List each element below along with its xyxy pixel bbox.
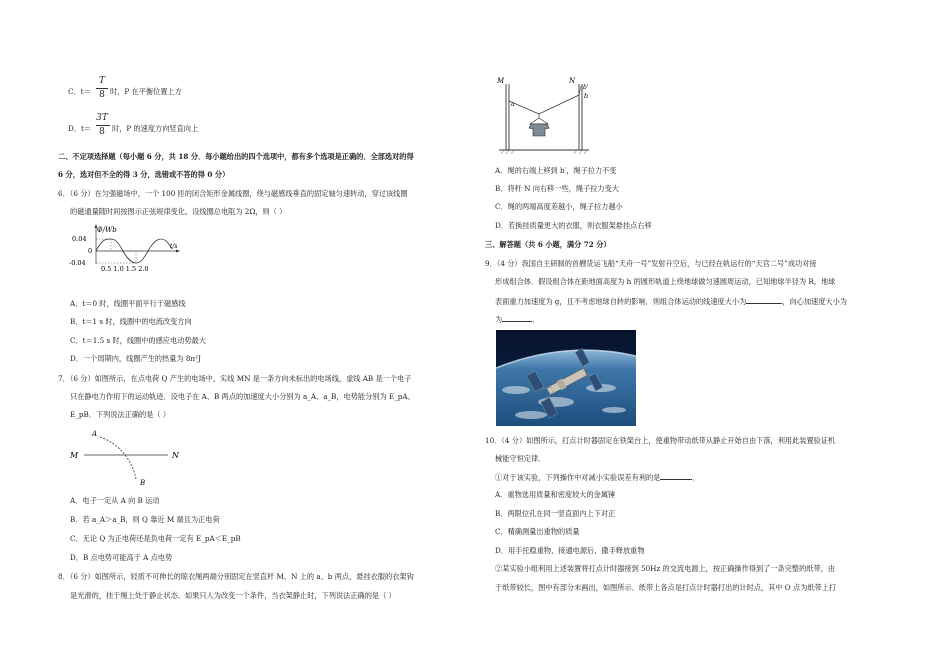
label-b: b: [584, 92, 589, 100]
q6-option-b[interactable]: B．t＝1 s 时，线圈中的电流改变方向: [70, 317, 192, 326]
q6-stem-line2: 的磁通量随时间按图示正弦规律变化，设线圈总电阻为 2Ω，则（ ）: [70, 207, 287, 216]
label-n: N: [172, 451, 179, 460]
q9-line4-text-b: ．: [532, 315, 540, 324]
q10-option-a[interactable]: A．重物选用质量和密度较大的金属锤: [495, 490, 616, 499]
q10-option-d[interactable]: D．用手托稳重物，接通电源后，撒手释放重物: [495, 546, 645, 555]
q9-answer-blank-1[interactable]: [746, 296, 782, 304]
q8-option-b[interactable]: B．将杆 N 向右移一些，绳子拉力变大: [495, 184, 619, 193]
graph-ytick-top: 0.04: [72, 235, 87, 243]
q5-option-d-prefix: D．t＝: [68, 124, 92, 133]
q6-stem-line1: 6．（6 分）在匀强磁场中，一个 100 匝的闭合矩形金属线圈，绕与磁感线垂直的固定轴匀速转动，穿过该线圈: [58, 189, 408, 198]
graph-xticks: 0.5 1.0 1.5 2.0: [101, 265, 149, 273]
graph-xlabel: t/s: [170, 243, 178, 250]
q8-stem-line1: 8．（6 分）如图所示，轻质不可伸长的晾衣绳两端分别固定在竖直杆 M、N 上的 a、b 两点，悬挂衣服的衣架钩: [58, 572, 414, 581]
q9-line4-text-a: 为: [495, 315, 503, 324]
section-3-header: 三、解答题（共 6 小题，满分 72 分）: [485, 240, 611, 249]
q10-stem-line2: 械能守恒定律．: [495, 454, 546, 463]
q8-option-a[interactable]: A．绳的右端上移到 b′，绳子拉力不变: [495, 166, 617, 175]
q10-option-b[interactable]: B．两限位孔在同一竖直面内上下对正: [495, 509, 616, 518]
q6-flux-graph: [66, 222, 186, 288]
q7-stem-line3: E_pB．下列说法正确的是（ ）: [70, 410, 171, 419]
q9-answer-blank-2[interactable]: [502, 314, 532, 322]
q7-field-figure: [66, 425, 196, 490]
q9-stem-line4: [495, 314, 539, 324]
q10-option-c[interactable]: C．精确测量出重物的质量: [495, 527, 580, 536]
label-m: M: [497, 77, 505, 85]
label-b-prime: b': [583, 84, 589, 91]
q10-stem-line3: [495, 472, 700, 482]
q5-option-d-numerator: 3T: [96, 113, 108, 123]
q6-option-c[interactable]: C．t＝1.5 s 时，线圈中的感应电动势最大: [70, 336, 206, 345]
q8-option-c[interactable]: C．绳的两端高度差越小，绳子拉力越小: [495, 202, 623, 211]
q6-option-a[interactable]: A．t＝0 时，线圈平面平行于磁感线: [70, 299, 186, 308]
spacecraft-photo: [496, 330, 636, 426]
q10-line3-text-a: ①对于该实验，下列操作中对减小实验误差有利的是: [495, 473, 661, 482]
q9-stem-line2: 形成组合体．假设组合体在距地面高度为 h 的圆形轨道上绕地球做匀速圆周运动，已知地球半径为 R，地球: [495, 277, 836, 286]
section-2-header-line2: 6 分，选对但不全的得 3 分，选错或不答的得 0 分）: [58, 170, 230, 179]
q8-stem-line2: 是光滑的，挂于绳上处于静止状态．如果只人为改变一个条件，当衣架静止时，下列说法正确的是（ ）: [70, 591, 396, 600]
q8-option-d[interactable]: D．若换挂质量更大的衣服，则衣服架悬挂点右移: [495, 221, 652, 230]
q7-stem-line1: 7．（6 分）如图所示，在点电荷 Q 产生的电场中，实线 MN 是一条方向未标出的电场线，虚线 AB 是一个电子: [58, 374, 412, 383]
label-a: a: [511, 100, 515, 108]
label-b: B: [140, 479, 146, 487]
q5-option-c-suffix: 时，P 在平衡位置上方: [110, 87, 182, 96]
ground-hatch: [501, 150, 587, 154]
fraction-bar: [96, 88, 108, 89]
label-m: M: [70, 451, 79, 460]
q10-line3-text-b: ．: [692, 473, 700, 482]
q7-stem-line2: 只在静电力作用下的运动轨迹．设电子在 A、B 两点的加速度大小分别为 a_A、a_B，电势能分别为 E_pA、: [70, 392, 415, 401]
q9-stem-line3: [495, 296, 847, 306]
q8-clothesline-figure: [493, 74, 593, 156]
label-n: N: [569, 77, 576, 85]
q5-option-c-prefix: C．t＝: [68, 87, 91, 96]
shirt-icon: [529, 124, 549, 136]
q9-line3-text-b: ，向心加速度大小为: [782, 297, 847, 306]
q5-option-c-denominator: 8: [99, 90, 105, 100]
section-2-header-line1: 二、不定项选择题（每小题 6 分，共 18 分．每小题给出的四个选项中，都有多个选项是正确的．全部选对的得: [58, 152, 414, 161]
label-a: A: [92, 430, 98, 438]
graph-ytick-zero: 0: [88, 247, 93, 255]
q10-stem-line5: 于纸带较长，图中有部分未画出，如图所示．纸带上各点是打点计时器打出的计时点，其中 O 点为纸带上打: [495, 583, 837, 592]
q10-stem-line4: ②某实验小组利用上述装置将打点计时器接到 50Hz 的交流电源上，按正确操作得到了一条完整的纸带，由: [495, 564, 836, 573]
q5-option-d-denominator: 8: [99, 127, 105, 137]
graph-ytick-bottom: -0.04: [69, 259, 86, 267]
q10-answer-blank[interactable]: [660, 472, 692, 480]
rope: [509, 95, 579, 114]
q9-stem-line1: 9．（4 分）我国自主研制的首艘货运飞船“天舟一号”发射升空后，与已经在轨运行的“天宫二号”成功对接: [485, 259, 817, 268]
q9-line3-text-a: 表面重力加速度为 g，且不考虑地球自转的影响．则组合体运动的线速度大小为: [495, 297, 747, 306]
hanger: [530, 118, 548, 124]
q6-option-d[interactable]: D．一个周期内，线圈产生的热量为 8π²J: [70, 354, 201, 363]
fraction-bar: [96, 125, 110, 126]
trajectory-ab: [100, 437, 136, 479]
q7-option-c[interactable]: C．无论 Q 为正电荷还是负电荷一定有 E_pA＜E_pB: [70, 534, 241, 543]
q5-option-c-numerator: T: [98, 76, 105, 86]
graph-ylabel: Φ/Wb: [97, 226, 117, 234]
q7-option-a[interactable]: A．电子一定从 A 向 B 运动: [70, 496, 160, 505]
q7-option-d[interactable]: D．B 点电势可能高于 A 点电势: [70, 553, 173, 562]
q5-option-d-suffix: 时，P 的速度方向竖直向上: [112, 124, 199, 133]
q10-stem-line1: 10．（4 分）如图所示，打点计时器固定在铁架台上，使重物带动纸带从静止开始自由下落，利用此装置验证机: [485, 436, 836, 445]
q7-option-b[interactable]: B．若 a_A＞a_B，则 Q 靠近 M 端且为正电荷: [70, 515, 220, 524]
